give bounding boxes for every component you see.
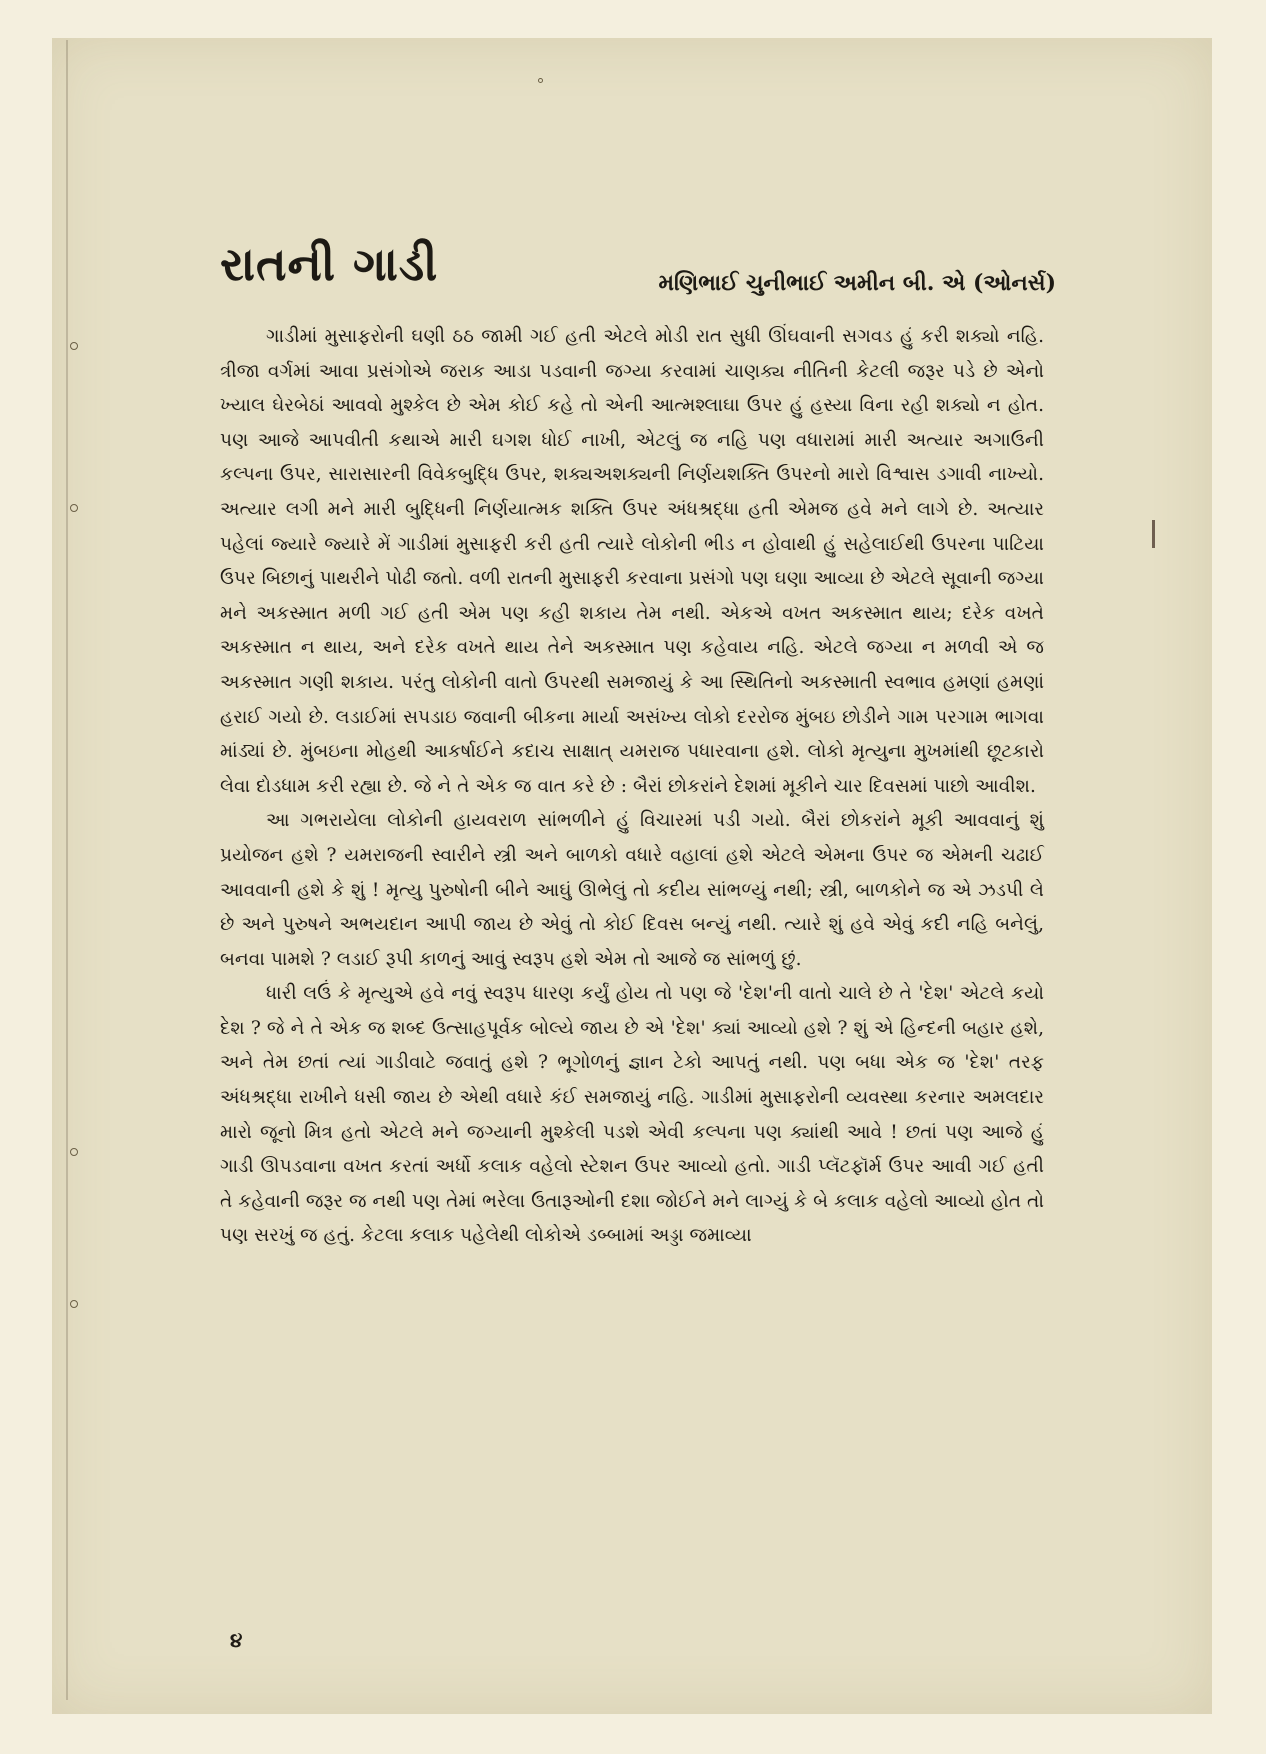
binding-hole-mark — [70, 504, 78, 512]
paragraph: ધારી લઉં કે મૃત્યુએ હવે નવું સ્વરૂપ ધારણ કર્યું હોય તો પણ જે 'દેશ'ની વાતો ચાલે છે તે 'દેશ' એટલે કયો દેશ ? જે ને તે એક જ શબ્દ ઉત્સાહપૂર્વક બોલ્યે જાય છે એ 'દેશ' ક્યાં આવ્યો હશે ? શું એ હિન્દની બહાર હશે, અને તેમ છતાં ત્યાં ગાડીવાટે જવાતું હશે ? ભૂગોળનું જ્ઞાન ટેકો આપતું નથી. પણ બધા એક જ 'દેશ' તરફ અંધશ્રદ્ધા રાખીને ધસી જાય છે એથી વધારે કંઈ સમજાયું નહિ. ગાડીમાં મુસાફરોની વ્યવસ્થા કરનાર અમલદાર મારો જૂનો મિત્ર હતો એટલે મને જગ્યાની મુશ્કેલી પડશે એવી કલ્પના પણ ક્યાંથી આવે ! છતાં પણ આજે હું ગાડી ઊપડવાના વખત કરતાં અર્ધો કલાક વહેલો સ્ટેશન ઉપર આવ્યો હતો. ગાડી પ્લૅટફૉર્મ ઉપર આવી ગઈ હતી તે કહેવાની જરૂર જ નથી પણ તેમાં ભરેલા ઉતારૂઓની દશા જોઈને મને લાગ્યું કે બે કલાક વહેલો આવ્યો હોત તો પણ સરખું જ હતું. કેટલા કલાક પહેલેથી લોકોએ ડબ્બામાં અડ્ડા જમાવ્યા — [220, 983, 1044, 1247]
article-author: મણિભાઈ ચુનીભાઈ અમીન બી. એ (ઓનર્સ) — [658, 270, 1056, 296]
paper-speck — [538, 78, 543, 83]
article-body — [220, 320, 1044, 1254]
page-fold-line — [66, 40, 68, 1700]
binding-hole-mark — [70, 1300, 78, 1308]
page-number: ૪ — [230, 1628, 243, 1652]
binding-hole-mark — [70, 342, 78, 350]
paragraph: આ ગભરાયેલા લોકોની હાયવરાળ સાંભળીને હું વિચારમાં પડી ગયો. બૈરાં છોકરાંને મૂકી આવવાનું શું પ્રયોજન હશે ? યમરાજની સ્વારીને સ્ત્રી અને બાળકો વધારે વહાલાં હશે એટલે એમના ઉપર જ એમની ચઢાઈ આવવાની હશે કે શું ! મૃત્યુ પુરુષોની બીને આઘું ઊભેલું તો કદીય સાંભળ્યું નથી; સ્ત્રી, બાળકોને જ એ ઝડપી લે છે અને પુરુષને અભયદાન આપી જાય છે એવું તો કોઈ દિવસ બન્યું નથી. ત્યારે શું હવે એવું કદી નહિ બનેલું, બનવા પામશે ? લડાઈ રૂપી કાળનું આવું સ્વરૂપ હશે એમ તો આજે જ સાંભળું છું. — [220, 810, 1044, 970]
article-title: રાતની ગાડી — [220, 236, 439, 291]
binding-hole-mark — [70, 1148, 78, 1156]
margin-mark — [1152, 520, 1155, 548]
paragraph: ગાડીમાં મુસાફરોની ઘણી ઠઠ જામી ગઈ હતી એટલે મોડી રાત સુધી ઊંઘવાની સગવડ હું કરી શક્યો નહિ. ત્રીજા વર્ગમાં આવા પ્રસંગોએ જરાક આડા પડવાની જગ્યા કરવામાં ચાણક્ય નીતિની કેટલી જરૂર પડે છે એનો ખ્યાલ ઘેરબેઠાં આવવો મુશ્કેલ છે એમ કોઈ કહે તો એની આત્મશ્લાઘા ઉપર હું હસ્યા વિના રહી શક્યો ન હોત. પણ આજે આપવીતી કથાએ મારી ઘગશ ધોઈ નાખી, એટલું જ નહિ પણ વધારામાં મારી અત્યાર અગાઉની કલ્પના ઉપર, સારાસારની વિવેકબુદ્ધિ ઉપર, શક્યઅશક્યની નિર્ણયશક્તિ ઉપરનો મારો વિશ્વાસ ડગાવી નાખ્યો. અત્યાર લગી મને મારી બુદ્ધિની નિર્ણયાત્મક શક્તિ ઉપર અંધશ્રદ્ધા હતી એમજ હવે મને લાગે છે. અત્યાર પહેલાં જ્યારે જ્યારે મેં ગાડીમાં મુસાફરી કરી હતી ત્યારે લોકોની ભીડ ન હોવાથી હું સહેલાઈથી ઉપરના પાટિયા ઉપર બિછાનું પાથરીને પોઢી જતો. વળી રાતની મુસાફરી કરવાના પ્રસંગો પણ ઘણા આવ્યા છે એટલે સૂવાની જગ્યા મને અકસ્માત મળી ગઈ હતી એમ પણ કહી શકાય તેમ નથી. એકએ વખત અકસ્માત થાય; દરેક વખતે અકસ્માત ન થાય, અને દરેક વખતે થાય તેને અકસ્માત પણ કહેવાય નહિ. એટલે જગ્યા ન મળવી એ જ અકસ્માત ગણી શકાય. પરંતુ લોકોની વાતો ઉપરથી સમજાયું કે આ સ્થિતિનો અકસ્માતી સ્વભાવ હમણાં હમણાં હરાઈ ગયો છે. લડાઈમાં સપડાઇ જવાની બીકના માર્યા અસંખ્ય લોકો દરરોજ મુંબઇ છોડીને ગામ પરગામ ભાગવા માંડ્યાં છે. મુંબઇના મોહથી આકર્ષાઈને કદાચ સાક્ષાત્ યમરાજ પધારવાના હશે. લોકો મૃત્યુના મુખમાંથી છૂટકારો લેવા દોડધામ કરી રહ્યા છે. જે ને તે એક જ વાત કરે છે : બૈરાં છોકરાંને દેશમાં મૂકીને ચાર દિવસમાં પાછો આવીશ. — [220, 326, 1044, 797]
